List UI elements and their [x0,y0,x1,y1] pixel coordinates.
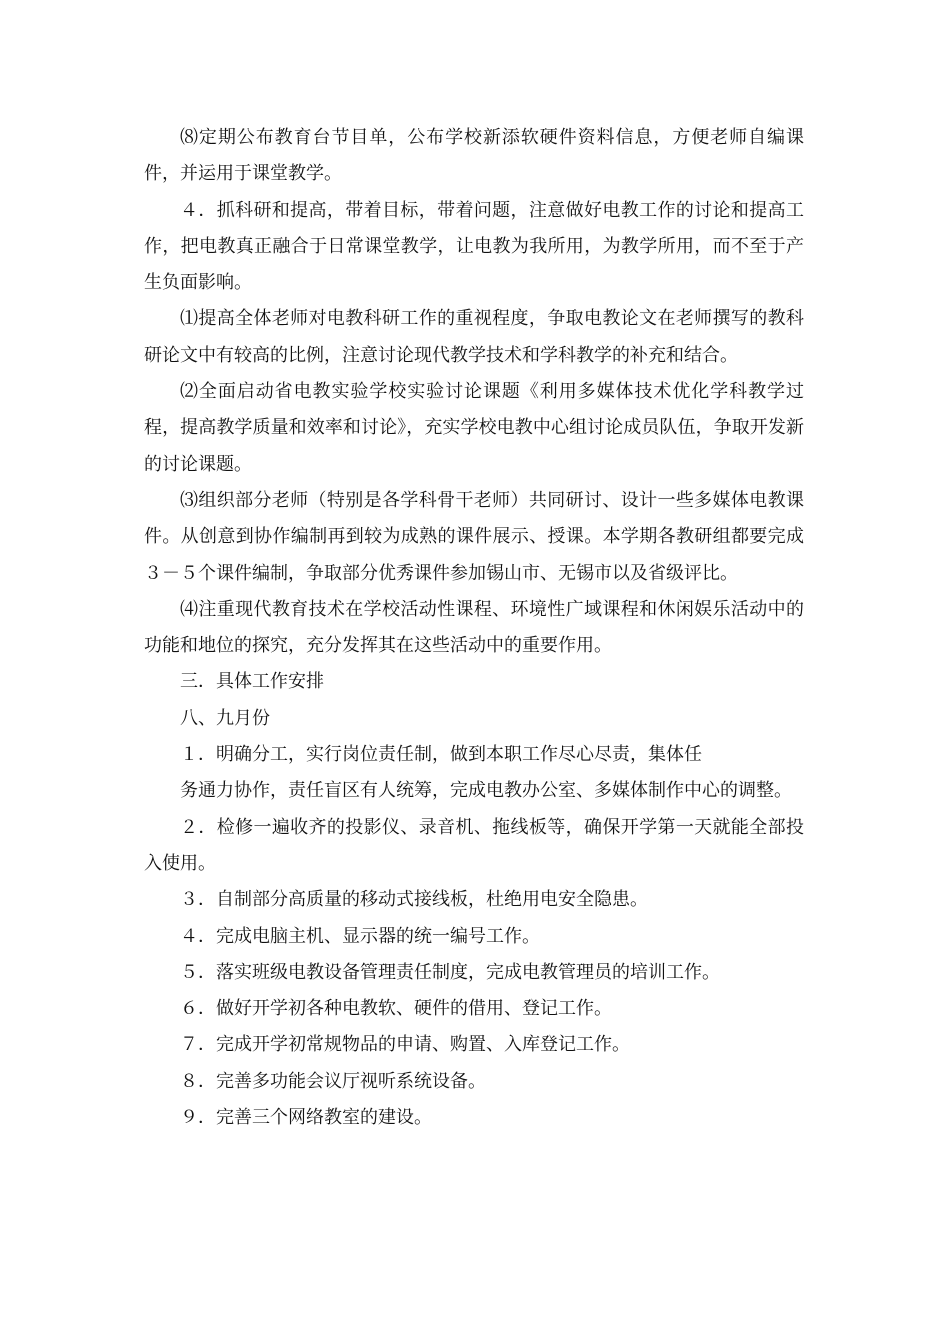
task-8: ８．完善多功能会议厅视听系统设备。 [180,1070,486,1092]
paragraph-item-1: ⑴提高全体老师对电教科研工作的重视程度，争取电教论文在老师撰写的教科研论文中有较高的比例，注意讨论现代教学技术和学科教学的补充和结合。 [144,308,804,366]
paragraph-item-4: ⑷注重现代教育技术在学校活动性课程、环境性广域课程和休闲娱乐活动中的功能和地位的探究，充分发挥其在这些活动中的重要作用。 [144,598,804,657]
task-2: ２．检修一遍收齐的投影仪、录音机、拖线板等，确保开学第一天就能全部投入使用。 [144,816,804,874]
task-1-continuation: 务通力协作，责任盲区有人统筹，完成电教办公室、多媒体制作中心的调整。 [180,780,792,802]
task-3: ３．自制部分高质量的移动式接线板，杜绝用电安全隐患。 [180,889,648,911]
task-4: ４．完成电脑主机、显示器的统一编号工作。 [180,925,540,947]
task-7: ７．完成开学初常规物品的申请、购置、入库登记工作。 [180,1034,630,1056]
paragraph-section-4: ４．抓科研和提高，带着目标，带着问题，注意做好电教工作的讨论和提高工作，把电教真正融合于日常课堂教学，让电教为我所用，为教学所用，而不至于产生负面影响。 [144,199,804,294]
task-9: ９．完善三个网络教室的建设。 [180,1107,432,1129]
paragraph-item-3: ⑶组织部分老师（特别是各学科骨干老师）共同研讨、设计一些多媒体电教课件。从创意到协作编制再到较为成熟的课件展示、授课。本学期各教研组都要完成３－５个课件编制，争取部分优秀课件参加锡山市、无锡市以及省级评比。 [144,489,804,584]
task-1-first-line: １．明确分工，实行岗位责任制，做到本职工作尽心尽责，集体任 [180,744,702,766]
document-body [144,120,804,1136]
paragraph-item-2: ⑵全面启动省电教实验学校实验讨论课题《利用多媒体技术优化学科教学过程，提高教学质量和效率和讨论》，充实学校电教中心组讨论成员队伍，争取开发新的讨论课题。 [144,381,804,475]
task-5: ５．落实班级电教设备管理责任制度，完成电教管理员的培训工作。 [180,961,720,983]
section-heading: 三．具体工作安排 [180,671,324,693]
paragraph-item-8: ⑻定期公布教育台节目单，公布学校新添软硬件资料信息，方便老师自编课件，并运用于课堂教学。 [144,127,804,185]
month-heading: 八、九月份 [180,707,270,729]
task-6: ６．做好开学初各种电教软、硬件的借用、登记工作。 [180,998,612,1020]
